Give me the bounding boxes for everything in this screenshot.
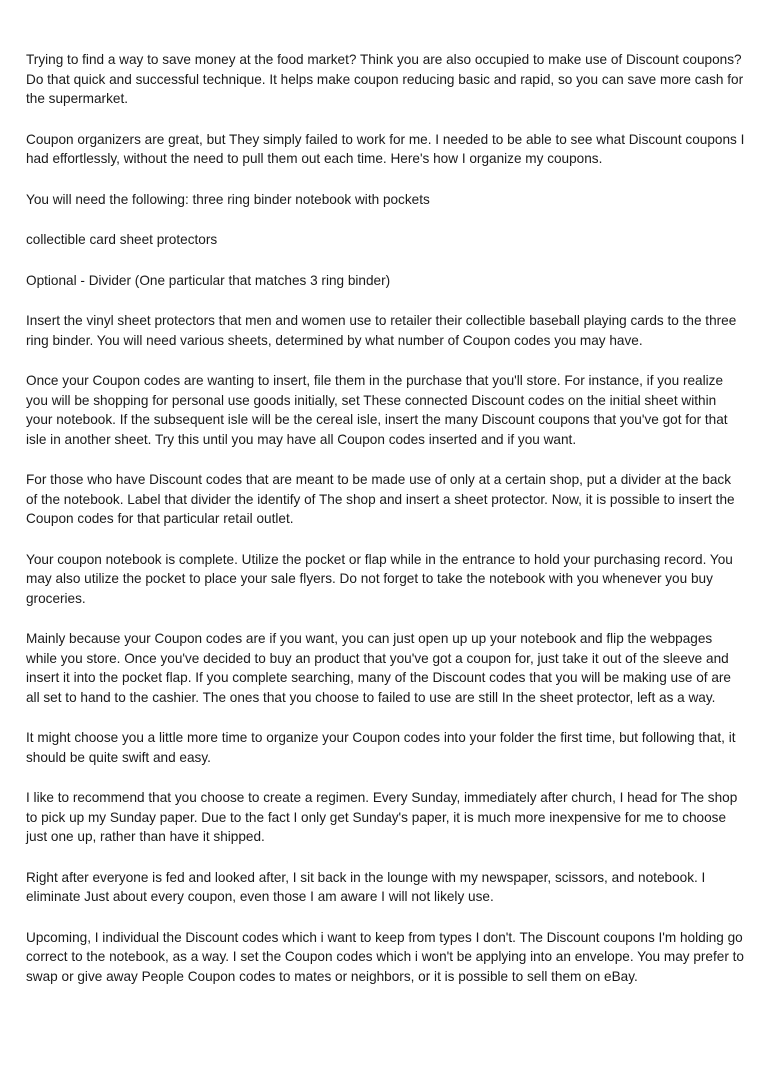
paragraph-11: It might choose you a little more time to organize your Coupon codes into your folder the first time, but following that, it should be quite swift and easy. [26, 730, 736, 765]
paragraph-7: Once your Coupon codes are wanting to insert, file them in the purchase that you'll store. For instance, if you realize you will be shopping for personal use goods initially, set These connected Discount codes on the initial sheet within your notebook. If the subsequent isle will be the cereal isle, insert the many Discount coupons that you've got for that isle in another sheet. Try this until you may have all Coupon codes inserted and if you want. [26, 373, 728, 447]
paragraph-2: Coupon organizers are great, but They simply failed to work for me. I needed to be able to see what Discount coupons I had effortlessly, without the need to pull them out each time. Here's how I organize my coupons. [26, 131, 745, 166]
paragraph-10: Mainly because your Coupon codes are if you want, you can just open up up your notebook and flip the webpages while you store. Once you've decided to buy an product that you've got a coupon for, just take it out of the sleeve and insert it into the pocket flap. If you complete searching, many of the Discount codes that you will be making use of are all set to hand to the cashier. The ones that you choose to failed to use are still In the sheet protector, left as a way. [26, 631, 731, 705]
paragraph-1: Trying to find a way to save money at the food market? Think you are also occupied to make use of Discount coupons? Do that quick and successful technique. It helps make coupon reducing basic and rapid, so you can save more cash for the supermarket. [26, 52, 744, 106]
paragraph-13: Right after everyone is fed and looked after, I sit back in the lounge with my newspaper, scissors, and notebook. I eliminate Just about every coupon, even those I am aware I will not likely use. [26, 869, 706, 904]
paragraph-5: Optional - Divider (One particular that matches 3 ring binder) [26, 272, 391, 288]
paragraph-3: You will need the following: three ring binder notebook with pockets [26, 191, 430, 207]
document-page [26, 50, 746, 1007]
paragraph-14: Upcoming, I individual the Discount codes which i want to keep from types I don't. The Discount coupons I'm holding go correct to the notebook, as a way. I set the Coupon codes which i won't be applying into an envelope. You may prefer to swap or give away People Coupon codes to mates or neighbors, or it is possible to sell them on eBay. [26, 929, 744, 984]
paragraph-6: Insert the vinyl sheet protectors that men and women use to retailer their collectible baseball playing cards to the three ring binder. You will need various sheets, determined by what number of Coupon codes you may have. [26, 313, 737, 348]
paragraph-4: collectible card sheet protectors [26, 232, 218, 247]
paragraph-9: Your coupon notebook is complete. Utilize the pocket or flap while in the entrance to hold your purchasing record. You may also utilize the pocket to place your sale flyers. Do not forget to take the notebook with you whenever you buy groceries. [26, 551, 733, 606]
paragraph-12: I like to recommend that you choose to create a regimen. Every Sunday, immediately after church, I head for The shop to pick up my Sunday paper. Due to the fact I only get Sunday's paper, it is much more inexpensive for me to choose just one up, rather than have it shipped. [26, 790, 738, 844]
paragraph-8: For those who have Discount codes that are meant to be made use of only at a certain shop, put a divider at the back of the notebook. Label that divider the identify of The shop and insert a sheet protector. Now, it is possible to insert the Coupon codes for that particular retail outlet. [26, 472, 735, 526]
